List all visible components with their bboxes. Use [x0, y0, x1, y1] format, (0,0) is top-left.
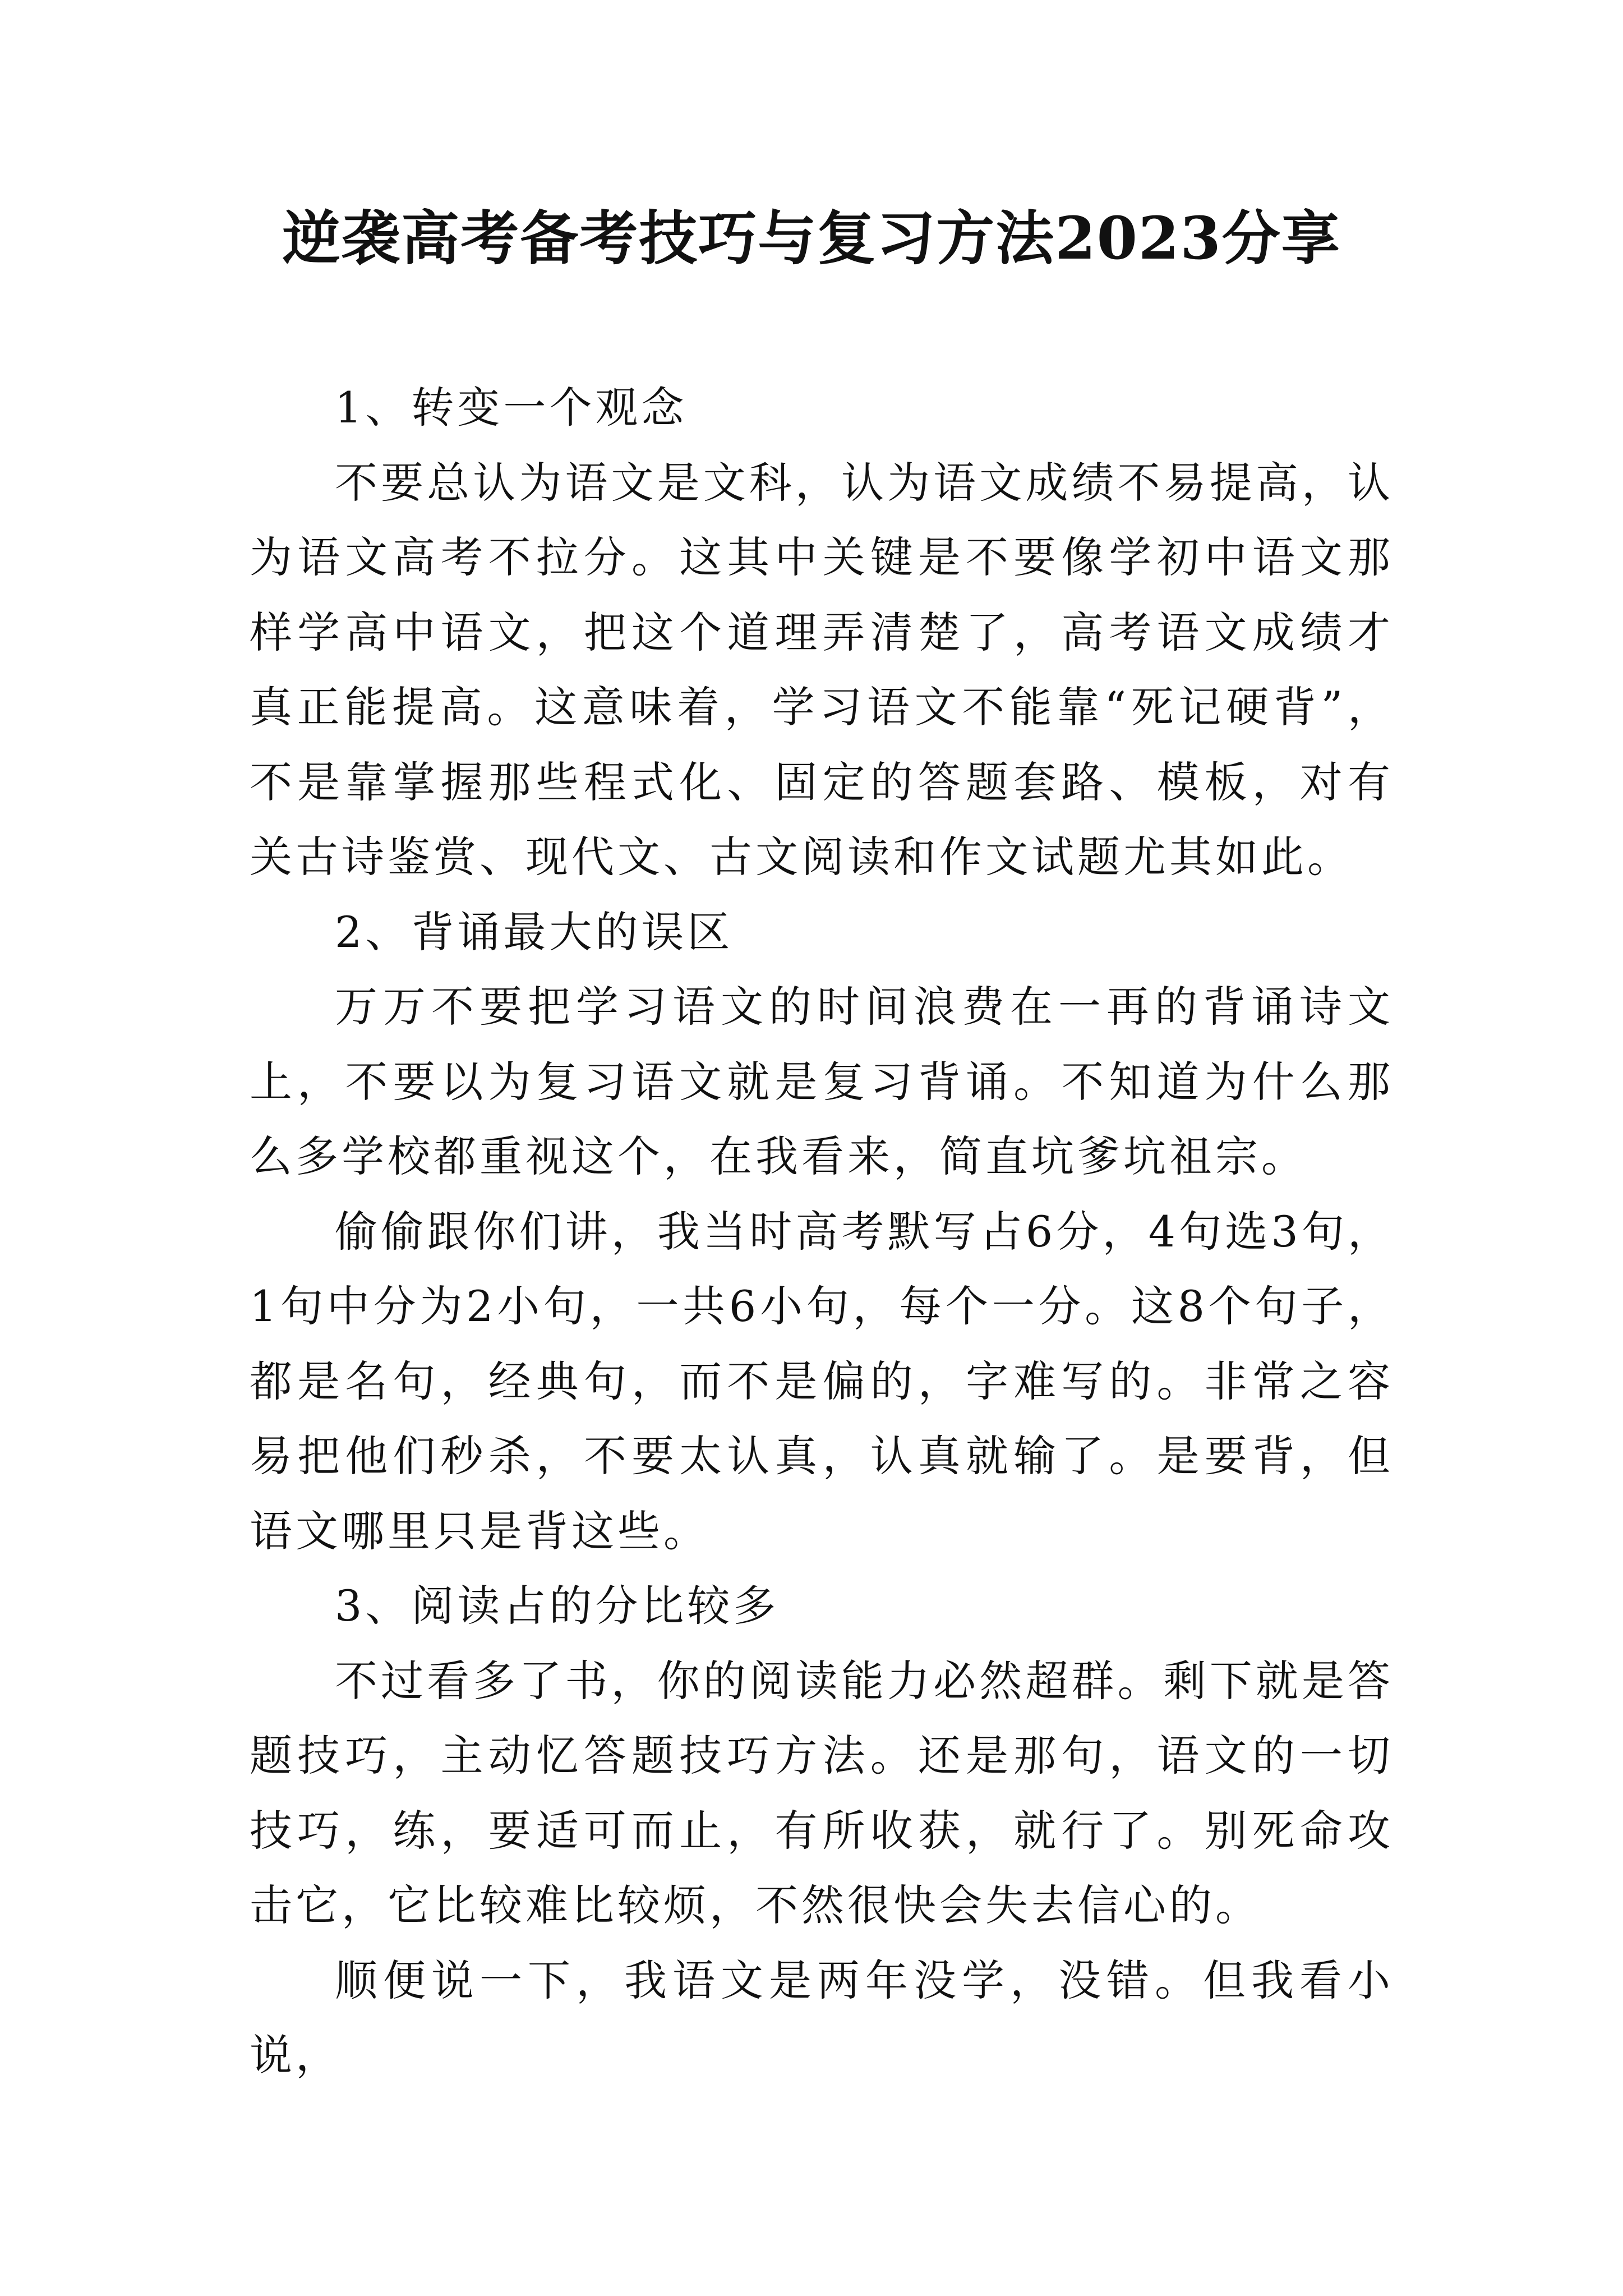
paragraph: 万万不要把学习语文的时间浪费在一再的背诵诗文上，不要以为复习语文就是复习背诵。不知道为什么那么多学校都重视这个，在我看来，简直坑爹坑祖宗。: [250, 982, 1394, 1181]
paragraph: 顺便说一下，我语文是两年没学，没错。但我看小说，: [250, 1955, 1394, 2080]
paragraph: 不过看多了书，你的阅读能力必然超群。剩下就是答题技巧，主动忆答题技巧方法。还是那句，语文的一切技巧，练，要适可而止，有所收获，就行了。别死命攻击它，它比较难比较烦，不然很快会失去信心的。: [250, 1655, 1394, 1930]
document-title: 逆袭高考备考技巧与复习方法2023分享: [282, 204, 1341, 273]
section-heading-1: 1、转变一个观念: [335, 383, 688, 432]
paragraph: 不要总认为语文是文科，认为语文成绩不易提高，认为语文高考不拉分。这其中关键是不要像学初中语文那样学高中语文，把这个道理弄清楚了，高考语文成绩才真正能提高。这意味着，学习语文不能靠“死记硬背”，不是靠掌握那些程式化、固定的答题套路、模板，对有关古诗鉴赏、现代文、古文阅读和作文试题尤其如此。: [250, 457, 1394, 882]
section-heading-2: 2、背诵最大的误区: [335, 907, 734, 957]
document-body: [250, 370, 1394, 2093]
paragraph: 偷偷跟你们讲，我当时高考默写占6分，4句选3句，1句中分为2小句，一共6小句，每个一分。这8个句子，都是名句，经典句，而不是偏的，字难写的。非常之容易把他们秒杀，不要太认真，认真就输了。是要背，但语文哪里只是背这些。: [250, 1206, 1394, 1556]
section-heading-3: 3、阅读占的分比较多: [335, 1581, 780, 1631]
